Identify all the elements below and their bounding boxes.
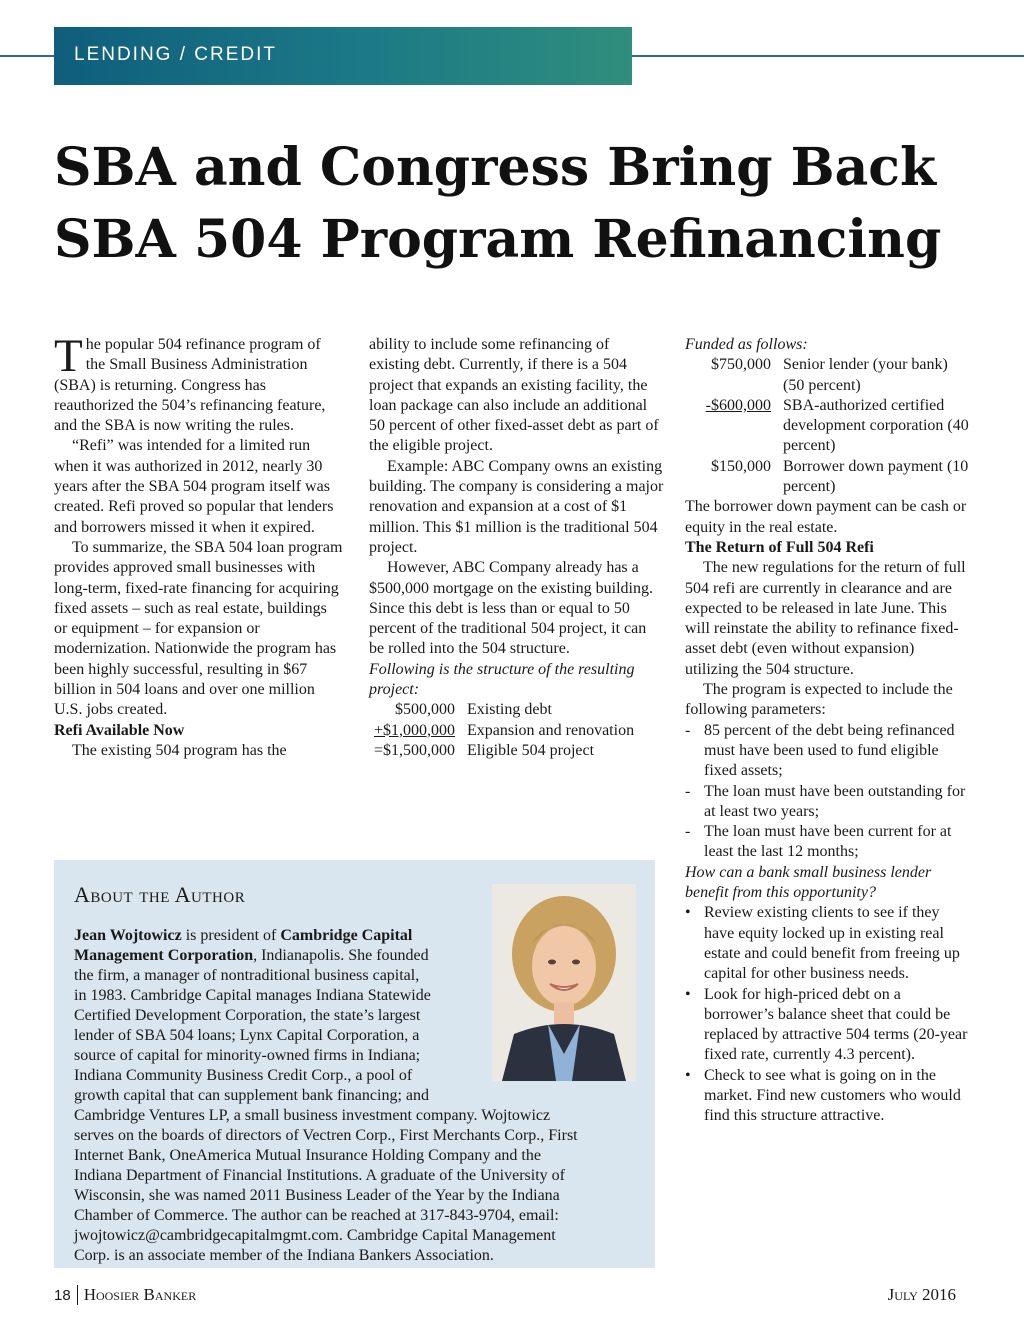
about-author-box bbox=[54, 860, 655, 1268]
bullet-icon: • bbox=[685, 904, 691, 922]
paragraph: The existing 504 program has the bbox=[72, 741, 287, 759]
headline-line-2: SBA 504 Program Refinancing bbox=[54, 209, 942, 270]
funding-label: SBA-authorized certified development corporation (40 percent) bbox=[783, 396, 969, 455]
bullet-item: • Look for high-priced debt on a borrower’s balance sheet that could be replaced by attractive 504 terms (20-year fixed rate, currently 4.3 percent). bbox=[685, 985, 968, 1064]
structure-label: Existing debt bbox=[467, 701, 552, 719]
author-company: Cambridge Capital bbox=[280, 927, 413, 944]
funding-amount: $750,000 bbox=[711, 356, 771, 374]
bullet-item: • Check to see what is going on in the market. Find new customers who would find this structure attractive. bbox=[685, 1066, 961, 1125]
subheading: The Return of Full 504 Refi bbox=[685, 538, 874, 556]
drop-cap: T bbox=[54, 330, 83, 382]
funding-table bbox=[685, 355, 970, 497]
paragraph: The new regulations for the return of full 504 refi are currently in clearance and are expected to be released in late June. This will reinstate the ability to refinance fixed-asset debt (even without expansion) utilizing the 504 structure. bbox=[685, 559, 966, 678]
question-text: How can a bank small business lender benefit from this opportunity? bbox=[685, 863, 932, 902]
funding-note: The borrower down payment can be cash or equity in the real estate. bbox=[685, 498, 967, 536]
paragraph: ability to include some refinancing of existing debt. Currently, if there is a 504 project that expands an existing facility, the loan package can also include an additional 50 percent of other fixed-asset debt as part of the eligible project. bbox=[369, 336, 659, 455]
article-headline bbox=[54, 132, 954, 276]
page-number: 18 bbox=[54, 1286, 71, 1304]
funding-amount: $150,000 bbox=[711, 457, 771, 475]
section-label: LENDING / CREDIT bbox=[74, 44, 278, 65]
parameter-item: - The loan must have been current for at least the last 12 months; bbox=[685, 823, 952, 861]
section-banner bbox=[54, 27, 632, 85]
structure-amount: =$1,500,000 bbox=[373, 741, 455, 759]
structure-label: Eligible 504 project bbox=[467, 741, 595, 759]
paragraph: However, ABC Company already has a $500,000 mortgage on the existing building. Since this debt is less than or equal to 50 percent of the traditional 504 project, it can be rolled into the 504 structure. bbox=[369, 559, 653, 658]
author-bio: Jean Wojtowicz is president of Cambridge Capital Management Corporation, Indianapolis. She founded the firm, a manager of nontraditional business capital, in 1983. Cambridge Capital manages Indiana Statewide Certified Development Corporation, the state’s largest lender of SBA 504 loans; Lynx Capital Corporation, a source of capital for minority-owned firms in Indiana; Indiana Community Business Credit Corp., a pool of growth capital that can supplement bank financing; and Cambridge Ventures LP, a small business investment company. Wojtowicz serves on the boards of directors of Vectren Corp., First Merchants Corp., First Internet Bank, OneAmerica Mutual Insurance Holding Company and the Indiana Department of Financial Institutions. A graduate of the University of Wisconsin, she was named 2011 Business Leader of the Year by the Indiana Chamber of Commerce. The author can be reached at 317-843-9704, email: jwojtowicz@cambridgecapitalmgmt.com. Cambridge Capital Management Corp. is an associate member of the Indiana Bankers Association. bbox=[74, 927, 578, 1264]
structure-table bbox=[369, 700, 664, 761]
publication-name: Hoosier Banker bbox=[83, 1285, 197, 1304]
funding-amount: -$600,000 bbox=[705, 396, 771, 414]
article-column-2 bbox=[369, 335, 664, 761]
bullet-icon: • bbox=[685, 1066, 691, 1084]
bullet-item: • Review existing clients to see if they have equity locked up in existing real estate and could benefit from freeing up capital for other business needs. bbox=[685, 904, 960, 983]
funding-label: Borrower down payment (10 percent) bbox=[783, 457, 969, 496]
parameter-item: - The loan must have been outstanding for at least two years; bbox=[685, 782, 966, 820]
about-author-title: About the Author bbox=[74, 882, 246, 907]
paragraph: Example: ABC Company owns an existing building. The company is considering a major renovation and expansion at a cost of $1 million. This $1 million is the traditional 504 project. bbox=[369, 457, 664, 556]
footer-divider bbox=[77, 1285, 78, 1305]
dash-marker: - bbox=[685, 782, 691, 800]
structure-amount: $500,000 bbox=[395, 701, 455, 719]
funding-intro: Funded as follows: bbox=[685, 336, 808, 353]
dash-marker: - bbox=[685, 823, 691, 841]
paragraph: “Refi” was intended for a limited run when it was authorized in 2012, nearly 30 years after the SBA 504 program itself was created. Refi proved so popular that lenders and borrowers missed it when it expired. bbox=[54, 437, 334, 536]
author-name: Jean Wojtowicz bbox=[74, 927, 182, 944]
paragraph: The program is expected to include the following parameters: bbox=[685, 681, 953, 719]
footer-left bbox=[54, 1285, 196, 1305]
structure-intro: Following is the structure of the resulting project: bbox=[369, 660, 635, 699]
funding-label: Senior lender (your bank) (50 percent) bbox=[783, 356, 948, 394]
article-column-3 bbox=[685, 335, 970, 1127]
intro-paragraph: The popular 504 refinance program of the Small Business Administration (SBA) is returning. Congress has reauthorized the 504’s refinancing feature, and the SBA is now writing the rules. bbox=[54, 330, 326, 435]
paragraph: To summarize, the SBA 504 loan program provides approved small businesses with long-term, fixed-rate financing for acquiring fixed assets – such as real estate, buildings or equipment – for expansion or modernization. Nationwide the program has been highly successful, resulting in $67 billion in 504 loans and over one million U.S. jobs created. bbox=[54, 538, 343, 719]
dash-marker: - bbox=[685, 721, 691, 739]
structure-label: Expansion and renovation bbox=[467, 721, 635, 739]
parameter-item: - 85 percent of the debt being refinanced must have been used to fund eligible fixed assets; bbox=[685, 721, 955, 780]
article-column-1 bbox=[54, 330, 344, 761]
headline-line-1: SBA and Congress Bring Back bbox=[54, 137, 936, 198]
structure-amount: +$1,000,000 bbox=[373, 721, 455, 739]
bullet-icon: • bbox=[685, 985, 691, 1003]
subheading: Refi Available Now bbox=[54, 721, 185, 739]
issue-date: July 2016 bbox=[887, 1285, 956, 1304]
